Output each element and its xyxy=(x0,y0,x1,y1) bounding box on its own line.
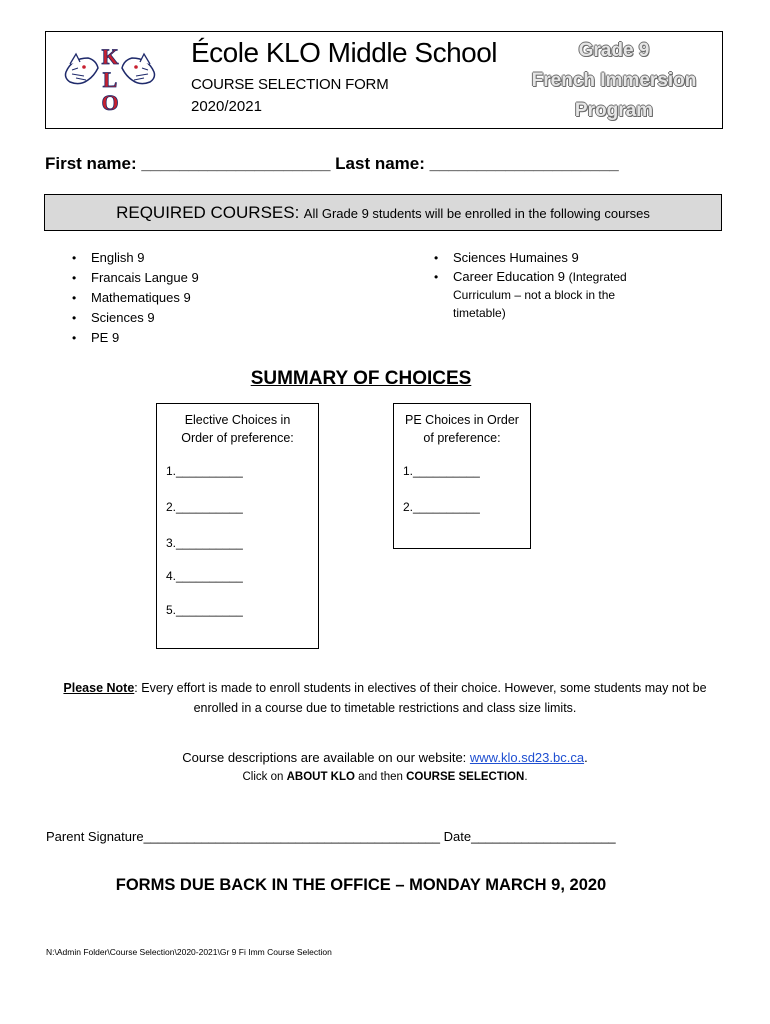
note-text: : Every effort is made to enroll students in electives of their choice. However, some students may not be enrolled in a course due to timetable restrictions and class size limits. xyxy=(134,681,707,715)
svg-text:K: K xyxy=(101,44,119,69)
elective-choices-heading xyxy=(157,411,318,447)
required-course-list-left xyxy=(68,248,199,348)
list-item: • Francais Langue 9 xyxy=(68,268,199,288)
pe-choices-heading xyxy=(394,411,530,447)
click-part-3: . xyxy=(524,771,528,783)
website-prefix: Course descriptions are available on our website: xyxy=(182,750,470,765)
list-item: • PE 9 xyxy=(68,328,199,348)
program-title-line-1: Grade 9 xyxy=(578,40,650,61)
required-courses-description: All Grade 9 students will be enrolled in the following courses xyxy=(303,206,650,221)
about-klo-label: ABOUT KLO xyxy=(286,771,355,783)
list-item: • Sciences 9 xyxy=(68,308,199,328)
course-name: Career Education 9 xyxy=(453,269,566,284)
click-part-2: and then xyxy=(354,771,407,783)
website-line xyxy=(0,750,770,765)
program-title-line-3: Program xyxy=(574,100,654,121)
required-courses-heading: REQUIRED COURSES: xyxy=(116,203,300,222)
school-name: École KLO Middle School xyxy=(191,37,498,68)
elective-choice-3[interactable]: 3.__________ xyxy=(166,536,243,550)
pe-choice-1[interactable]: 1.__________ xyxy=(403,464,480,478)
website-suffix: . xyxy=(584,750,588,765)
elective-choice-4[interactable]: 4.__________ xyxy=(166,569,243,583)
elective-heading-line-1: Elective Choices in xyxy=(184,413,291,427)
program-title-line-2: French Immersion xyxy=(531,70,697,91)
please-note xyxy=(40,678,730,718)
elective-choices-box xyxy=(156,403,319,649)
elective-heading-line-2: Order of preference: xyxy=(181,431,294,445)
pe-heading-line-2: of preference: xyxy=(423,431,501,445)
forms-due-notice: FORMS DUE BACK IN THE OFFICE – MONDAY MARCH 9, 2020 xyxy=(115,876,607,894)
website-link[interactable]: www.klo.sd23.bc.ca xyxy=(469,750,585,765)
list-item xyxy=(430,268,650,322)
elective-choice-5[interactable]: 5.__________ xyxy=(166,603,243,617)
list-item: • English 9 xyxy=(68,248,199,268)
elective-choice-1[interactable]: 1.__________ xyxy=(166,464,243,478)
course-selection-label: COURSE SELECTION xyxy=(406,771,525,783)
form-title: COURSE SELECTION FORM xyxy=(191,76,389,93)
summary-title: SUMMARY OF CHOICES xyxy=(250,368,472,389)
svg-text:L: L xyxy=(102,67,118,92)
wildcat-right-icon xyxy=(122,54,155,84)
note-label: Please Note xyxy=(63,681,135,695)
pe-choice-2[interactable]: 2.__________ xyxy=(403,500,480,514)
klo-letters xyxy=(101,44,118,112)
required-courses-bar xyxy=(44,194,722,231)
list-item: • Mathematiques 9 xyxy=(68,288,199,308)
click-part-1: Click on xyxy=(242,771,287,783)
signature-date-fields[interactable]: Parent Signature_________________________________________ Date____________________ xyxy=(46,829,616,844)
pe-choices-box xyxy=(393,403,531,549)
wildcat-left-icon xyxy=(66,54,99,84)
click-instructions xyxy=(0,771,770,783)
name-fields[interactable]: First name: ____________________ Last name: ____________________ xyxy=(45,154,619,173)
file-path-footer: N:\Admin Folder\Course Selection\2020-2021\Gr 9 Fi Imm Course Selection xyxy=(46,947,332,957)
school-logo xyxy=(62,42,158,112)
svg-text:O: O xyxy=(101,90,119,112)
required-courses-text xyxy=(45,195,721,230)
pe-heading-line-1: PE Choices in Order xyxy=(405,413,519,427)
list-item: • Sciences Humaines 9 xyxy=(430,248,650,268)
course-note: (Integrated Curriculum – not a block in the timetable) xyxy=(453,270,627,320)
school-year: 2020/2021 xyxy=(191,98,262,115)
required-course-list-right xyxy=(430,248,650,322)
elective-choice-2[interactable]: 2.__________ xyxy=(166,500,243,514)
